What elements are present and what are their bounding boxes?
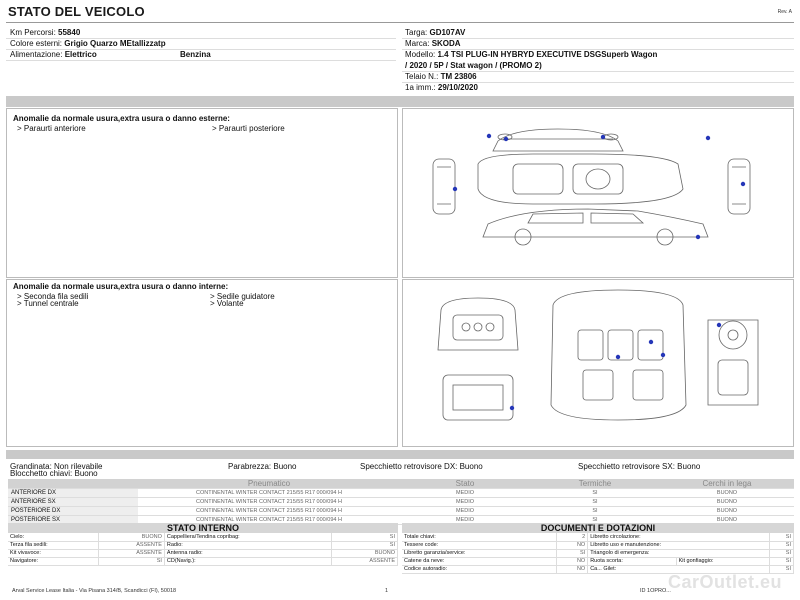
tyre-rims: BUONO [660, 516, 794, 525]
tyre-rims: BUONO [660, 489, 794, 498]
table-row: Terza fila sedili: ASSENTE Radio: SI [8, 541, 398, 549]
table-row [8, 489, 794, 498]
section-separator-2 [6, 450, 794, 459]
tyre-state: MEDIO [400, 516, 530, 525]
internal-damage-item: > Seconda fila sedili [17, 292, 89, 301]
internal-damage-item: > Sedile guidatore [210, 292, 275, 301]
plate-value: GD107AV [429, 28, 466, 37]
tyre-rims: BUONO [660, 507, 794, 516]
km-label: Km Percorsi: [10, 28, 56, 37]
section-separator [6, 96, 794, 107]
table-row [8, 507, 794, 516]
tyre-thermal: SI [530, 507, 660, 516]
tyre-state: MEDIO [400, 498, 530, 507]
table-row: Codice autoradio: NO Ca... Gilet: SI [402, 565, 794, 573]
tyres-header-rims: Cerchi in lega [660, 479, 794, 489]
registration-label: 1a imm.: [405, 83, 436, 92]
vehicle-info-left [10, 27, 390, 60]
internal-damage-panel [6, 279, 398, 447]
documents-heading: DOCUMENTI E DOTAZIONI [402, 523, 794, 533]
table-row: Cielo: BUONO Cappelliera/Tendina copribag: SI [8, 533, 398, 541]
brand-label: Marca: [405, 39, 430, 48]
documents-section [402, 523, 794, 574]
car-exterior-diagram [403, 109, 795, 279]
km-value: 55840 [58, 28, 81, 37]
tyre-model: CONTINENTAL WINTER CONTACT 215/55 R17 000/094 H [138, 516, 400, 525]
external-damage-item: > Paraurti anteriore [17, 124, 86, 133]
tyres-header-thermal: Termiche [530, 479, 660, 489]
external-damage-heading: Anomalie da normale usura,extra usura o danno esterne: [13, 114, 230, 123]
table-row: Kit vivavoce: ASSENTE Antenna radio: BUONO [8, 549, 398, 557]
chassis-label: Telaio N.: [405, 72, 439, 81]
tyre-model: CONTINENTAL WINTER CONTACT 215/55 R17 000/094 H [138, 489, 400, 498]
car-interior-diagram [403, 280, 795, 448]
internal-damage-item: > Tunnel centrale [17, 299, 79, 308]
internal-damage-heading: Anomalie da normale usura,extra usura o danno interne: [13, 282, 229, 291]
internal-damage-item: > Volante [210, 299, 244, 308]
internal-state-table [8, 533, 398, 566]
footer-address: Arval Service Lease Italia - Via Pisana 314/B, Scandicci (FI), 50018 [12, 588, 177, 594]
tyre-position: ANTERIORE SX [8, 498, 138, 507]
registration-value: 29/10/2020 [437, 83, 478, 92]
tyre-thermal: SI [530, 516, 660, 525]
chassis-value: TM 23806 [440, 72, 477, 81]
documents-table [402, 533, 794, 574]
watermark: CarOutlet.eu [668, 572, 783, 592]
table-row: Tessere code: NO Libretto uso e manutenzione: SI [402, 541, 794, 549]
tyre-model: CONTINENTAL WINTER CONTACT 215/55 R17 000/094 H [138, 507, 400, 516]
tyre-rims: BUONO [660, 498, 794, 507]
tyre-position: ANTERIORE DX [8, 489, 138, 498]
tyres-table [8, 479, 794, 525]
footer-page-number: 1 [385, 588, 389, 594]
tyre-state: MEDIO [400, 489, 530, 498]
model-label: Modello: [405, 50, 436, 59]
color-value: Grigio Quarzo MEtallizzatp [64, 39, 166, 48]
fuel-label: Alimentazione: [10, 50, 63, 59]
internal-state-heading: STATO INTERNO [8, 523, 398, 533]
mirror-dx-status: Specchietto retrovisore DX: Buono [360, 462, 483, 471]
brand-value: SKODA [431, 39, 461, 48]
mirror-sx-status: Specchietto retrovisore SX: Buono [578, 462, 701, 471]
external-diagram-panel [402, 108, 794, 278]
tyres-header-state: Stato [400, 479, 530, 489]
tyre-state: MEDIO [400, 507, 530, 516]
table-row: Totale chiavi: 2 Libretto circolazione: SI [402, 533, 794, 541]
tyre-thermal: SI [530, 498, 660, 507]
table-row: Catene da neve: NO Ruota scorta: Kit gonfiaggio: SI [402, 557, 794, 565]
vehicle-info-right [405, 27, 795, 93]
external-damage-item: > Paraurti posteriore [212, 124, 285, 133]
model-value-2: / 2020 / 5P / Stat wagon / (PROMO 2) [405, 61, 542, 70]
footer-id: ID 1OPRO... [640, 588, 671, 594]
external-damage-panel [6, 108, 398, 278]
tyres-header-tyre: Pneumatico [138, 479, 400, 489]
plate-label: Targa: [405, 28, 428, 37]
windshield-status: Parabrezza: Buono [228, 462, 297, 471]
title-divider [6, 22, 794, 23]
fuel-value-2: Benzina [180, 50, 211, 59]
internal-diagram-panel [402, 279, 794, 447]
key-lock-status: Blocchetto chiavi: Buono [10, 469, 98, 478]
fuel-value-1: Elettrico [64, 50, 97, 59]
table-row [8, 498, 794, 507]
page-title: STATO DEL VEICOLO [8, 4, 145, 19]
table-row: Navigatore: SI CD(Navig.): ASSENTE [8, 557, 398, 565]
tyre-position: POSTERIORE SX [8, 516, 138, 525]
tyre-position: POSTERIORE DX [8, 507, 138, 516]
color-label: Colore esterni: [10, 39, 63, 48]
table-row: Libretto garanzia/service: SI Triangolo di emergenza: SI [402, 549, 794, 557]
revision-label: Rev. A [777, 9, 792, 15]
hail-status: Grandinata: Non rilevabile [10, 462, 103, 471]
model-value-1: 1.4 TSI PLUG-IN HYBRYD EXECUTIVE DSGSuperb Wagon [437, 50, 658, 59]
tyre-model: CONTINENTAL WINTER CONTACT 215/55 R17 000/094 H [138, 498, 400, 507]
internal-state-section [8, 523, 398, 566]
tyre-thermal: SI [530, 489, 660, 498]
